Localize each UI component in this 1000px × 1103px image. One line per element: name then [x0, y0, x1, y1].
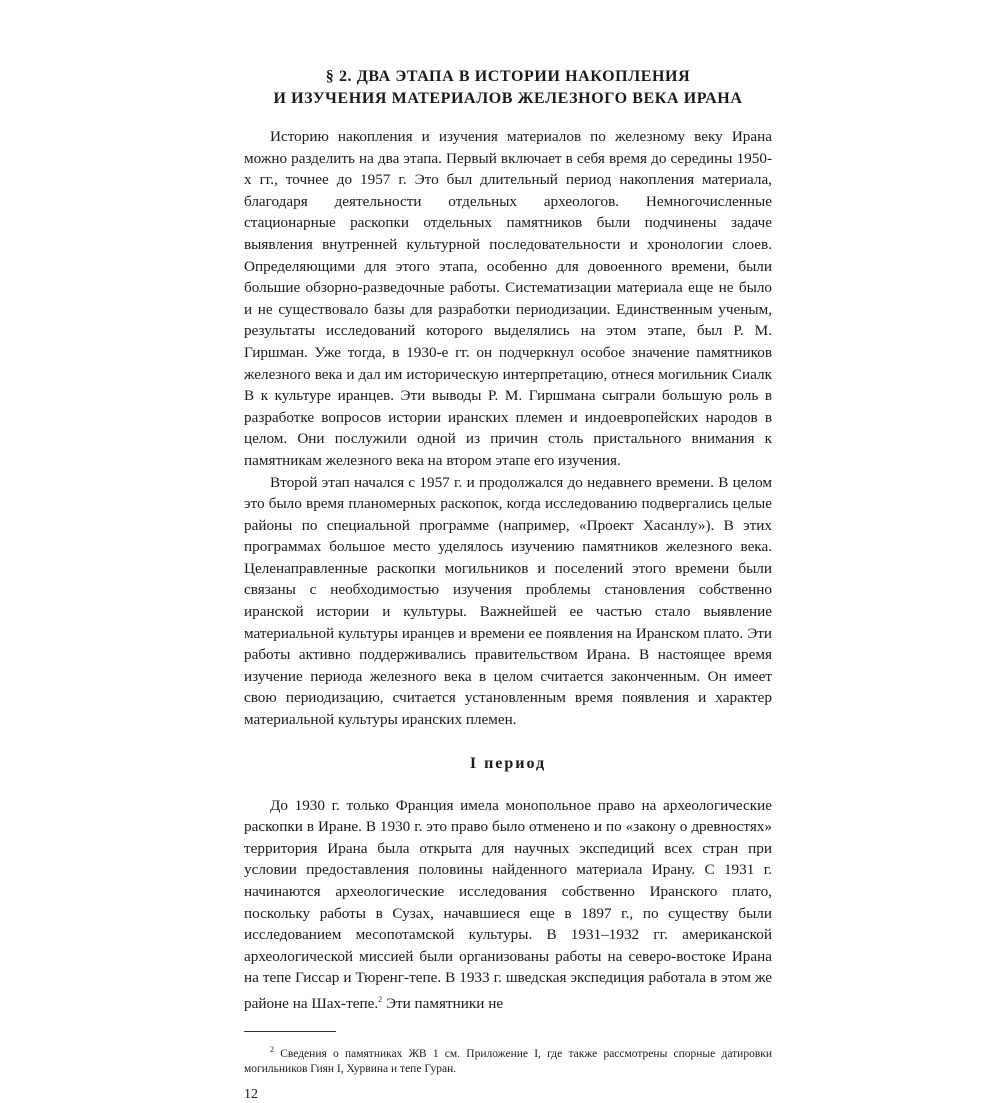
footnote — [244, 1042, 772, 1078]
section-title-line-2: И ИЗУЧЕНИЯ МАТЕРИАЛОВ ЖЕЛЕЗНОГО ВЕКА ИРАНА — [273, 90, 743, 107]
book-page — [244, 66, 772, 1103]
footnote-reference[interactable]: 2 — [378, 994, 383, 1004]
footnote-text: Сведения о памятниках ЖВ 1 см. Приложение I, где также рассмотрены спорные датировки могильников Гиян I, Хурвина и тепе Гуран. — [244, 1047, 772, 1076]
page-number: 12 — [244, 1087, 258, 1103]
paragraph-period-one — [244, 795, 772, 1015]
paragraph-stage-one: Историю накопления и изучения материалов по железному веку Ирана можно разделить на два этапа. Первый включает в себя время до середины 1950-х гг., точнее до 1957 г. Это был длительный период накопления материала, благодаря деятельности отдельных археологов. Немногочисленные стационарные раскопки отдельных памятников были подчинены задаче выявления внутренней культурной последовательности и хронологии слоев. Определяющими для этого этапа, особенно для довоенного времени, были большие обзорно-разведочные работы. Систематизации материала еще не было и не существовало базы для разработки периодизации. Единственным ученым, результаты исследований которого выделялись на этом этапе, был Р. М. Гиршман. Уже тогда, в 1930-е гг. он подчеркнул особое значение памятников железного века и дал им историческую интерпретацию, отнеся могильник Сиалк В к культуре иранцев. Эти выводы Р. М. Гиршмана сыграли большую роль в разработке вопросов истории иранских племен и индоевропейских народов в целом. Они послужили одной из причин столь пристального внимания к памятникам железного века на втором этапе его изучения. — [244, 128, 772, 469]
subheading-period-one: I период — [469, 754, 547, 772]
footnote-divider — [244, 1031, 336, 1032]
paragraph-period-one-text: До 1930 г. только Франция имела монопольное право на археологические раскопки в Иране. В 1930 г. это право было отменено и по «закону о древностях» территория Ирана была открыта для научных экспедиций всех стран при условии предоставления половины найденного материала Ирану. С 1931 г. начинаются археологические исследования собственно Иранского плато, поскольку работы в Сузах, начавшиеся еще в 1897 г., по существу были исследованием месопотамской культуры. В 1931–1932 гг. американской археологической миссией были организованы работы на северо-востоке Ирана на тепе Гиссар и Тюренг-тепе. В 1933 г. шведская экспедиция работала в этом же районе на Шах-тепе. — [244, 796, 772, 1013]
section-title-line-1: § 2. ДВА ЭТАПА В ИСТОРИИ НАКОПЛЕНИЯ — [325, 68, 691, 85]
footnote-marker: 2 — [270, 1044, 274, 1054]
paragraph-period-one-tail: Эти памятники не — [382, 995, 504, 1013]
paragraph-stage-two: Второй этап начался с 1957 г. и продолжался до недавнего времени. В целом это было время планомерных раскопок, когда исследованию подвергались целые районы по специальной программе (например, «Проект Хасанлу»). В этих программах большое место уделялось изучению памятников железного века. Целенаправленные раскопки могильников и поселений этого времени были связаны с необходимостью изучения проблемы становления собственно иранской истории и культуры. Важнейшей ее частью стало выявление материальной культуры иранцев и времени ее появления на Иранском плато. Эти работы активно поддерживались правительством Ирана. В настоящее время изучение периода железного века в целом считается законченным. Он имеет свою периодизацию, считается установленным время появления и характер материальной культуры иранских племен. — [244, 473, 772, 729]
section-title — [244, 66, 772, 110]
